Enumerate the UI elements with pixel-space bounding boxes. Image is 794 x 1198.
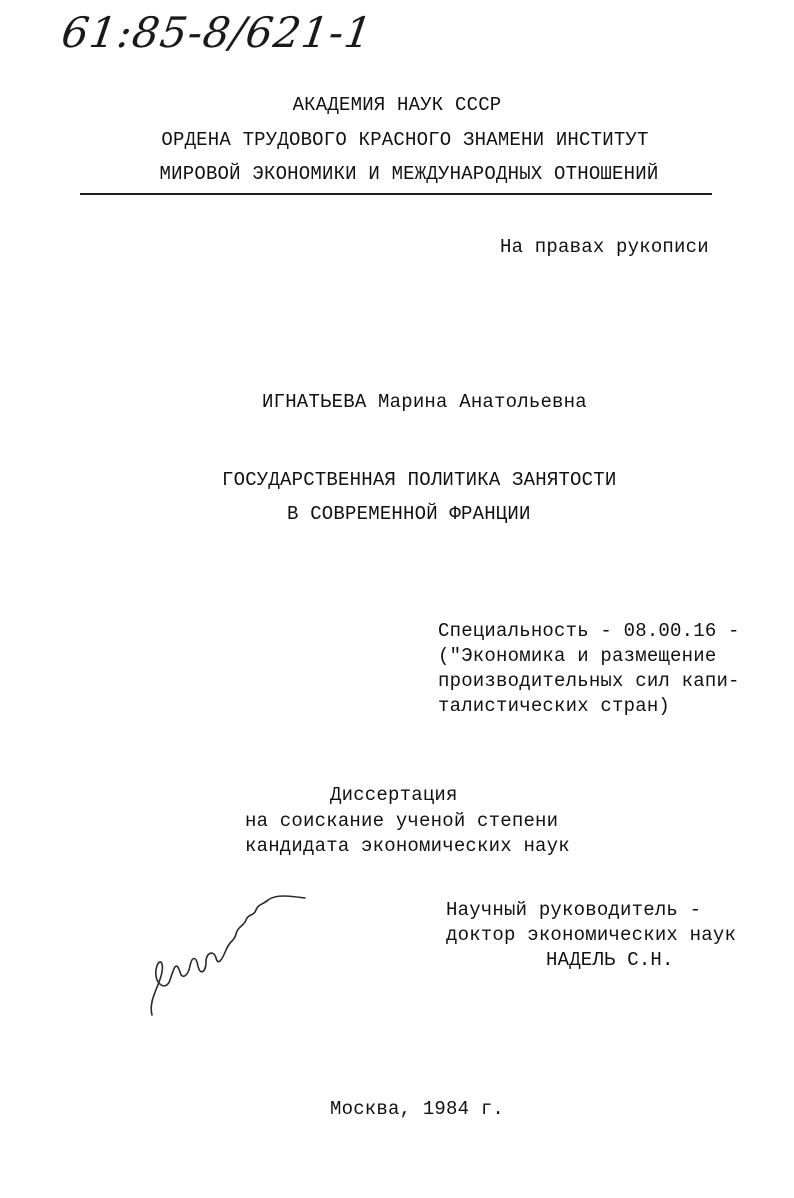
header-divider	[80, 193, 712, 195]
header-institute-name: МИРОВОЙ ЭКОНОМИКИ И МЕЖДУНАРОДНЫХ ОТНОШЕНИЙ	[159, 163, 659, 185]
specialty-name-1: ("Экономика и размещение	[438, 645, 717, 667]
dissertation-degree-2: кандидата экономических наук	[245, 835, 570, 857]
specialty-code: Специальность - 08.00.16 -	[438, 620, 740, 642]
dissertation-degree-1: на соискание ученой степени	[245, 810, 559, 832]
place-and-year: Москва, 1984 г.	[330, 1098, 505, 1120]
dissertation-label: Диссертация	[330, 784, 458, 806]
title-line-2: В СОВРЕМЕННОЙ ФРАНЦИИ	[287, 503, 531, 525]
author-signature	[140, 880, 310, 1030]
specialty-name-2: производительных сил капи-	[438, 670, 740, 692]
archive-code-handwritten: 61:85-8/621-1	[58, 8, 376, 57]
title-line-1: ГОСУДАРСТВЕННАЯ ПОЛИТИКА ЗАНЯТОСТИ	[222, 469, 617, 491]
author-name: ИГНАТЬЕВА Марина Анатольевна	[262, 391, 587, 413]
header-academy: АКАДЕМИЯ НАУК СССР	[292, 94, 502, 116]
supervisor-label: Научный руководитель -	[446, 899, 702, 921]
manuscript-note: На правах рукописи	[500, 236, 709, 258]
supervisor-degree: доктор экономических наук	[446, 924, 737, 946]
header-institute: ОРДЕНА ТРУДОВОГО КРАСНОГО ЗНАМЕНИ ИНСТИТУТ	[161, 129, 649, 151]
supervisor-name: НАДЕЛЬ С.Н.	[546, 949, 674, 971]
specialty-name-3: талистических стран)	[438, 695, 671, 717]
